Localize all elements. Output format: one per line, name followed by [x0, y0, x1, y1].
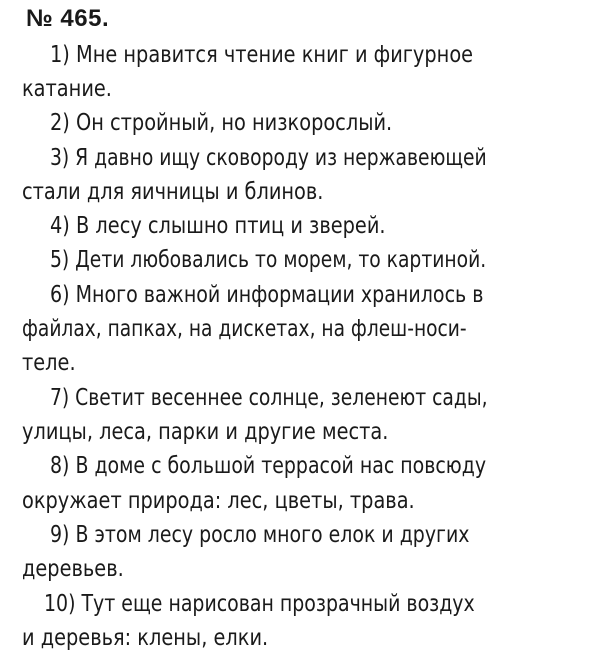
item-4-line-1: 4) В лесу слышно птиц и зверей. [50, 213, 386, 239]
item-8-line-2: окружает природа: лес, цветы, трава. [22, 488, 415, 514]
item-9-line-1: 9) В этом лесу росло много елок и других [50, 522, 470, 548]
item-6-line-3: теле. [22, 350, 76, 376]
item-5-line-1: 5) Дети любовались то морем, то картиной. [50, 247, 487, 273]
item-2-line-1: 2) Он стройный, но низкорослый. [50, 110, 393, 136]
item-10-line-2: и деревья: клены, елки. [22, 625, 269, 651]
item-6-line-2: файлах, папках, на дискетах, на флеш-носи- [22, 316, 467, 342]
item-1-line-2: катание. [22, 76, 112, 102]
item-9-line-2: деревьев. [22, 556, 124, 582]
item-8-line-1: 8) В доме с большой террасой нас повсюду [50, 453, 487, 479]
item-1-line-1: 1) Мне нравится чтение книг и фигурное [50, 42, 474, 68]
item-7-line-2: улицы, леса, парки и другие места. [22, 419, 389, 445]
item-10-line-1: 10) Тут еще нарисован прозрачный воздух [44, 591, 475, 617]
exercise-title: № 465. [26, 5, 110, 32]
item-3-line-2: стали для яичницы и блинов. [22, 179, 324, 205]
item-3-line-1: 3) Я давно ищу сковороду из нержавеющей [50, 145, 487, 171]
item-6-line-1: 6) Много важной информации хранилось в [50, 282, 484, 308]
item-7-line-1: 7) Светит весеннее солнце, зеленеют сады, [50, 385, 488, 411]
